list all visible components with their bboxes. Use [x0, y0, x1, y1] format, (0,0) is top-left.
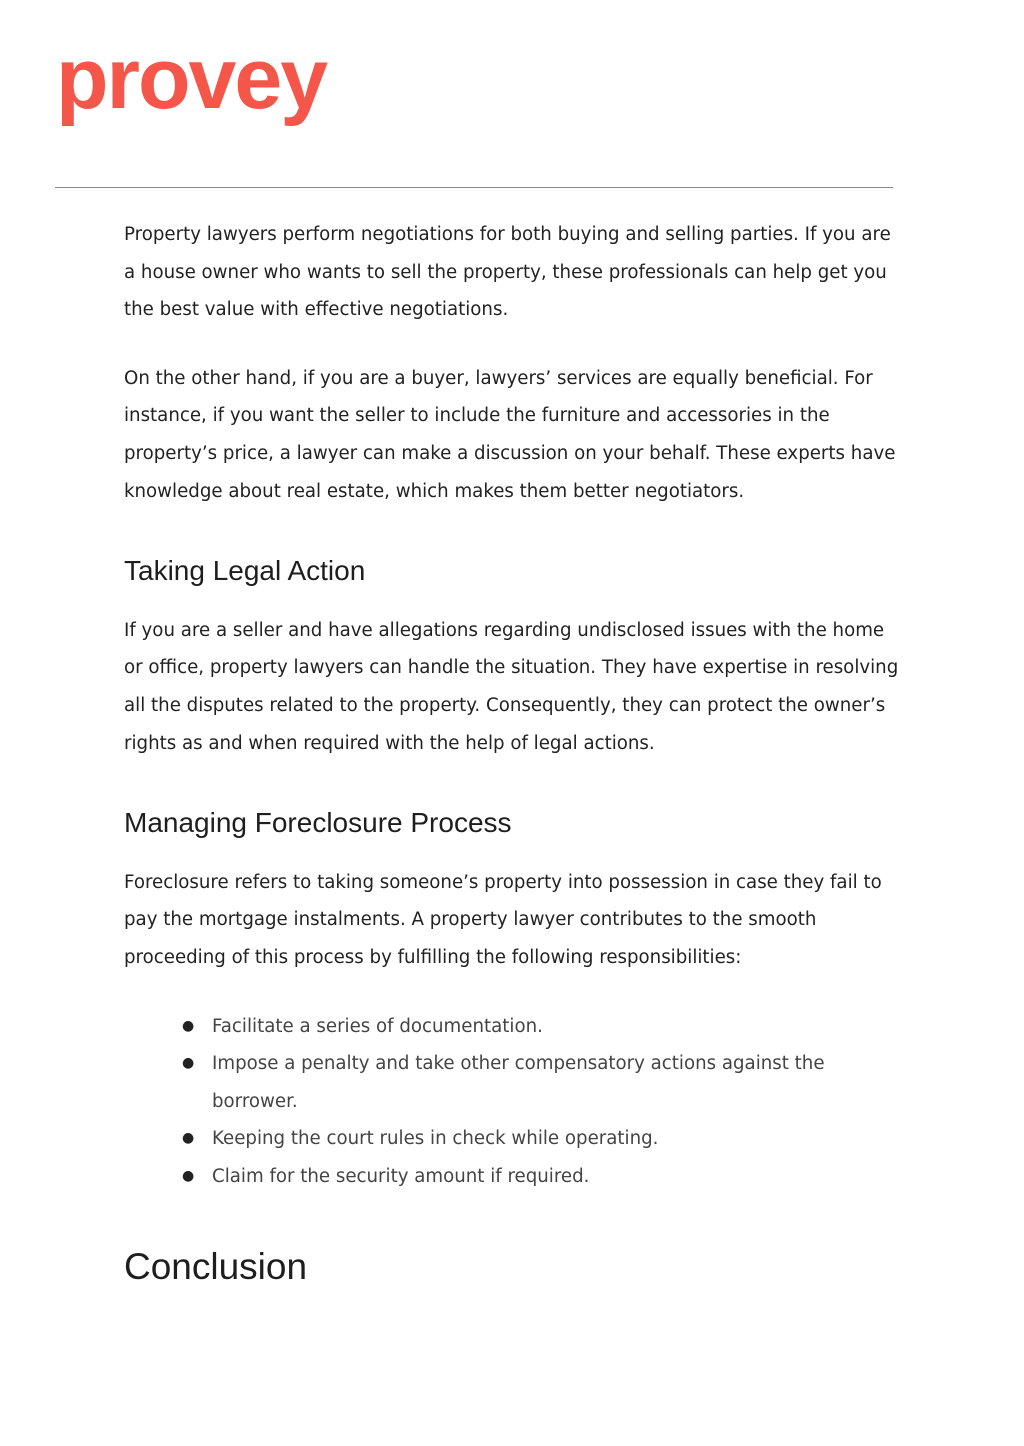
header-divider	[55, 187, 893, 188]
list-item-text: Facilitate a series of documentation.	[212, 1015, 543, 1037]
list-item	[180, 1045, 904, 1120]
list-item	[180, 1158, 904, 1196]
heading-taking-legal-action: Taking Legal Action	[124, 555, 366, 587]
heading-managing-foreclosure: Managing Foreclosure Process	[124, 807, 512, 839]
article-body	[124, 216, 904, 1290]
intro-paragraph-1: Property lawyers perform negotiations for both buying and selling parties. If you are a house owner who wants to sell the property, these professionals can help get you the best value with effective negotiations.	[124, 224, 891, 321]
foreclosure-paragraph: Foreclosure refers to taking someone’s property into possession in case they fail to pay the mortgage instalments. A property lawyer contributes to the smooth proceeding of this process by fulfilling the following responsibilities:	[124, 871, 882, 968]
list-item-text: Impose a penalty and take other compensatory actions against the borrower.	[212, 1053, 825, 1112]
bullet-icon: ●	[182, 1167, 195, 1184]
bullet-icon: ●	[182, 1055, 195, 1072]
bullet-icon: ●	[182, 1017, 195, 1034]
list-item-text: Claim for the security amount if required.	[212, 1165, 590, 1187]
heading-conclusion: Conclusion	[124, 1246, 308, 1288]
legal-action-paragraph: If you are a seller and have allegations regarding undisclosed issues with the home or office, property lawyers can handle the situation. They have expertise in resolving all the disputes related to the property. Consequently, they can protect the owner’s rights as and when required with the help of legal actions.	[124, 619, 899, 754]
list-item	[180, 1008, 904, 1046]
responsibilities-list	[124, 1008, 904, 1196]
intro-paragraph-2: On the other hand, if you are a buyer, lawyers’ services are equally beneficial. For instance, if you want the seller to include the furniture and accessories in the property’s price, a lawyer can make a discussion on your behalf. These experts have knowledge about real estate, which makes them better negotiators.	[124, 367, 896, 502]
list-item	[180, 1120, 904, 1158]
provey-logo: provey	[56, 31, 327, 127]
list-item-text: Keeping the court rules in check while operating.	[212, 1128, 659, 1150]
bullet-icon: ●	[182, 1130, 195, 1147]
